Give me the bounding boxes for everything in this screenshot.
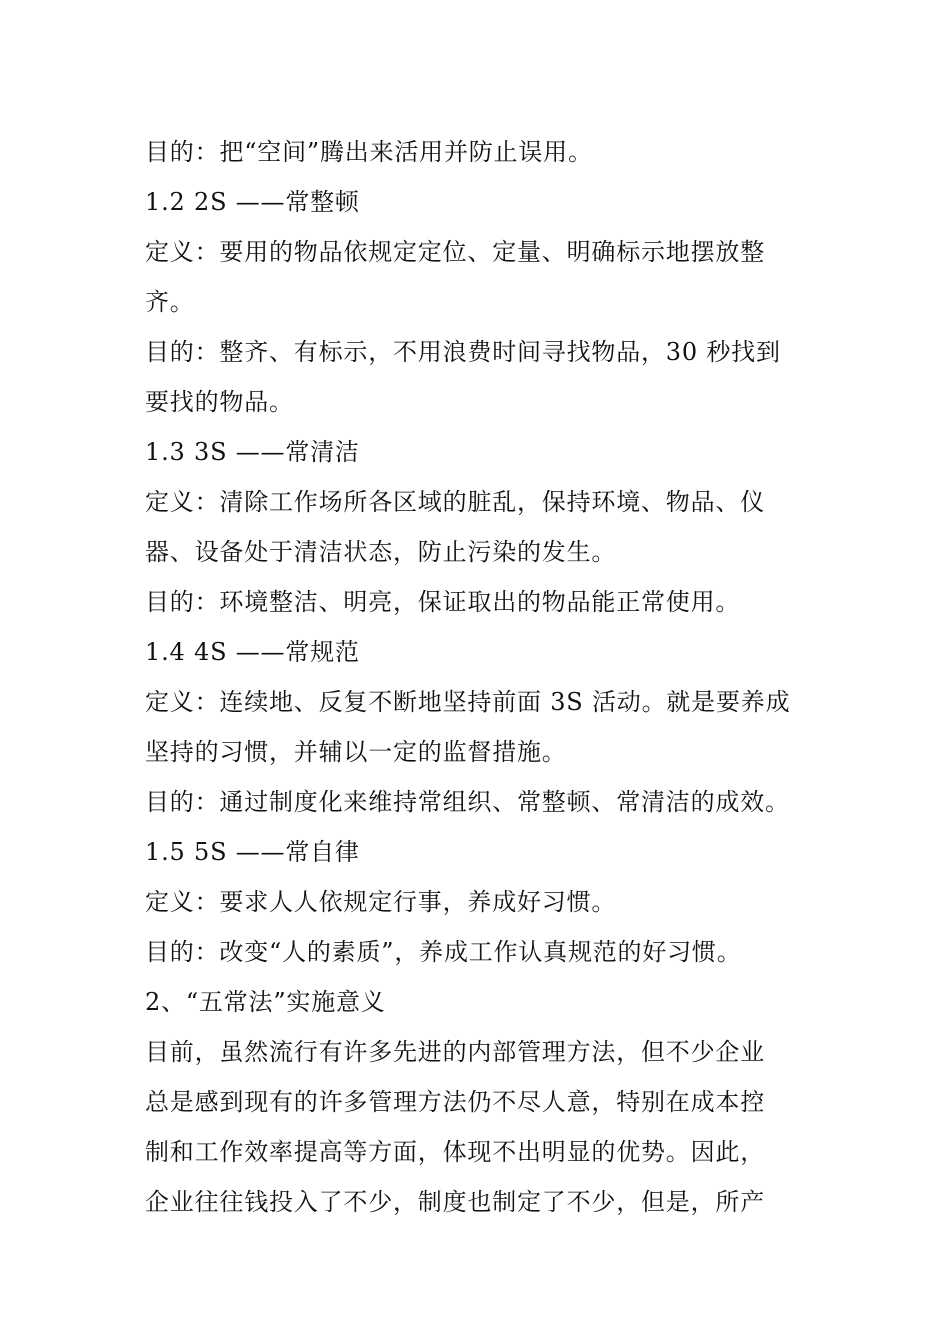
- definition-2s-line-1: 定义：要用的物品依规定定位、定量、明确标示地摆放整: [145, 238, 765, 266]
- body-paragraph-line-2: 总是感到现有的许多管理方法仍不尽人意，特别在成本控: [145, 1088, 765, 1116]
- heading-2s: 1.2 2S ——常整顿: [145, 188, 360, 216]
- purpose-2s-line-2: 要找的物品。: [145, 388, 294, 416]
- purpose-1s-line: 目的：把“空间”腾出来活用并防止误用。: [145, 138, 593, 166]
- definition-3s-line-1: 定义：清除工作场所各区域的脏乱，保持环境、物品、仪: [145, 488, 765, 516]
- definition-4s-line-2: 坚持的习惯，并辅以一定的监督措施。: [145, 738, 567, 766]
- purpose-3s-line: 目的：环境整洁、明亮，保证取出的物品能正常使用。: [145, 588, 741, 616]
- body-paragraph-line-1: 目前，虽然流行有许多先进的内部管理方法，但不少企业: [145, 1038, 765, 1066]
- definition-5s-line: 定义：要求人人依规定行事，养成好习惯。: [145, 888, 617, 916]
- heading-4s: 1.4 4S ——常规范: [145, 638, 360, 666]
- section-2-heading: 2、“五常法”实施意义: [145, 988, 386, 1016]
- heading-3s: 1.3 3S ——常清洁: [145, 438, 360, 466]
- purpose-4s-line: 目的：通过制度化来维持常组织、常整顿、常清洁的成效。: [145, 788, 790, 816]
- definition-4s-line-1: 定义：连续地、反复不断地坚持前面 3S 活动。就是要养成: [145, 688, 791, 716]
- heading-5s: 1.5 5S ——常自律: [145, 838, 360, 866]
- purpose-5s-line: 目的：改变“人的素质”，养成工作认真规范的好习惯。: [145, 938, 742, 966]
- body-paragraph-line-3: 制和工作效率提高等方面，体现不出明显的优势。因此，: [145, 1138, 765, 1166]
- definition-3s-line-2: 器、设备处于清洁状态，防止污染的发生。: [145, 538, 617, 566]
- purpose-2s-line-1: 目的：整齐、有标示，不用浪费时间寻找物品，30 秒找到: [145, 338, 781, 366]
- definition-2s-line-2: 齐。: [145, 288, 195, 316]
- body-paragraph-line-4: 企业往往钱投入了不少，制度也制定了不少，但是，所产: [145, 1188, 765, 1216]
- document-body: [145, 127, 810, 1227]
